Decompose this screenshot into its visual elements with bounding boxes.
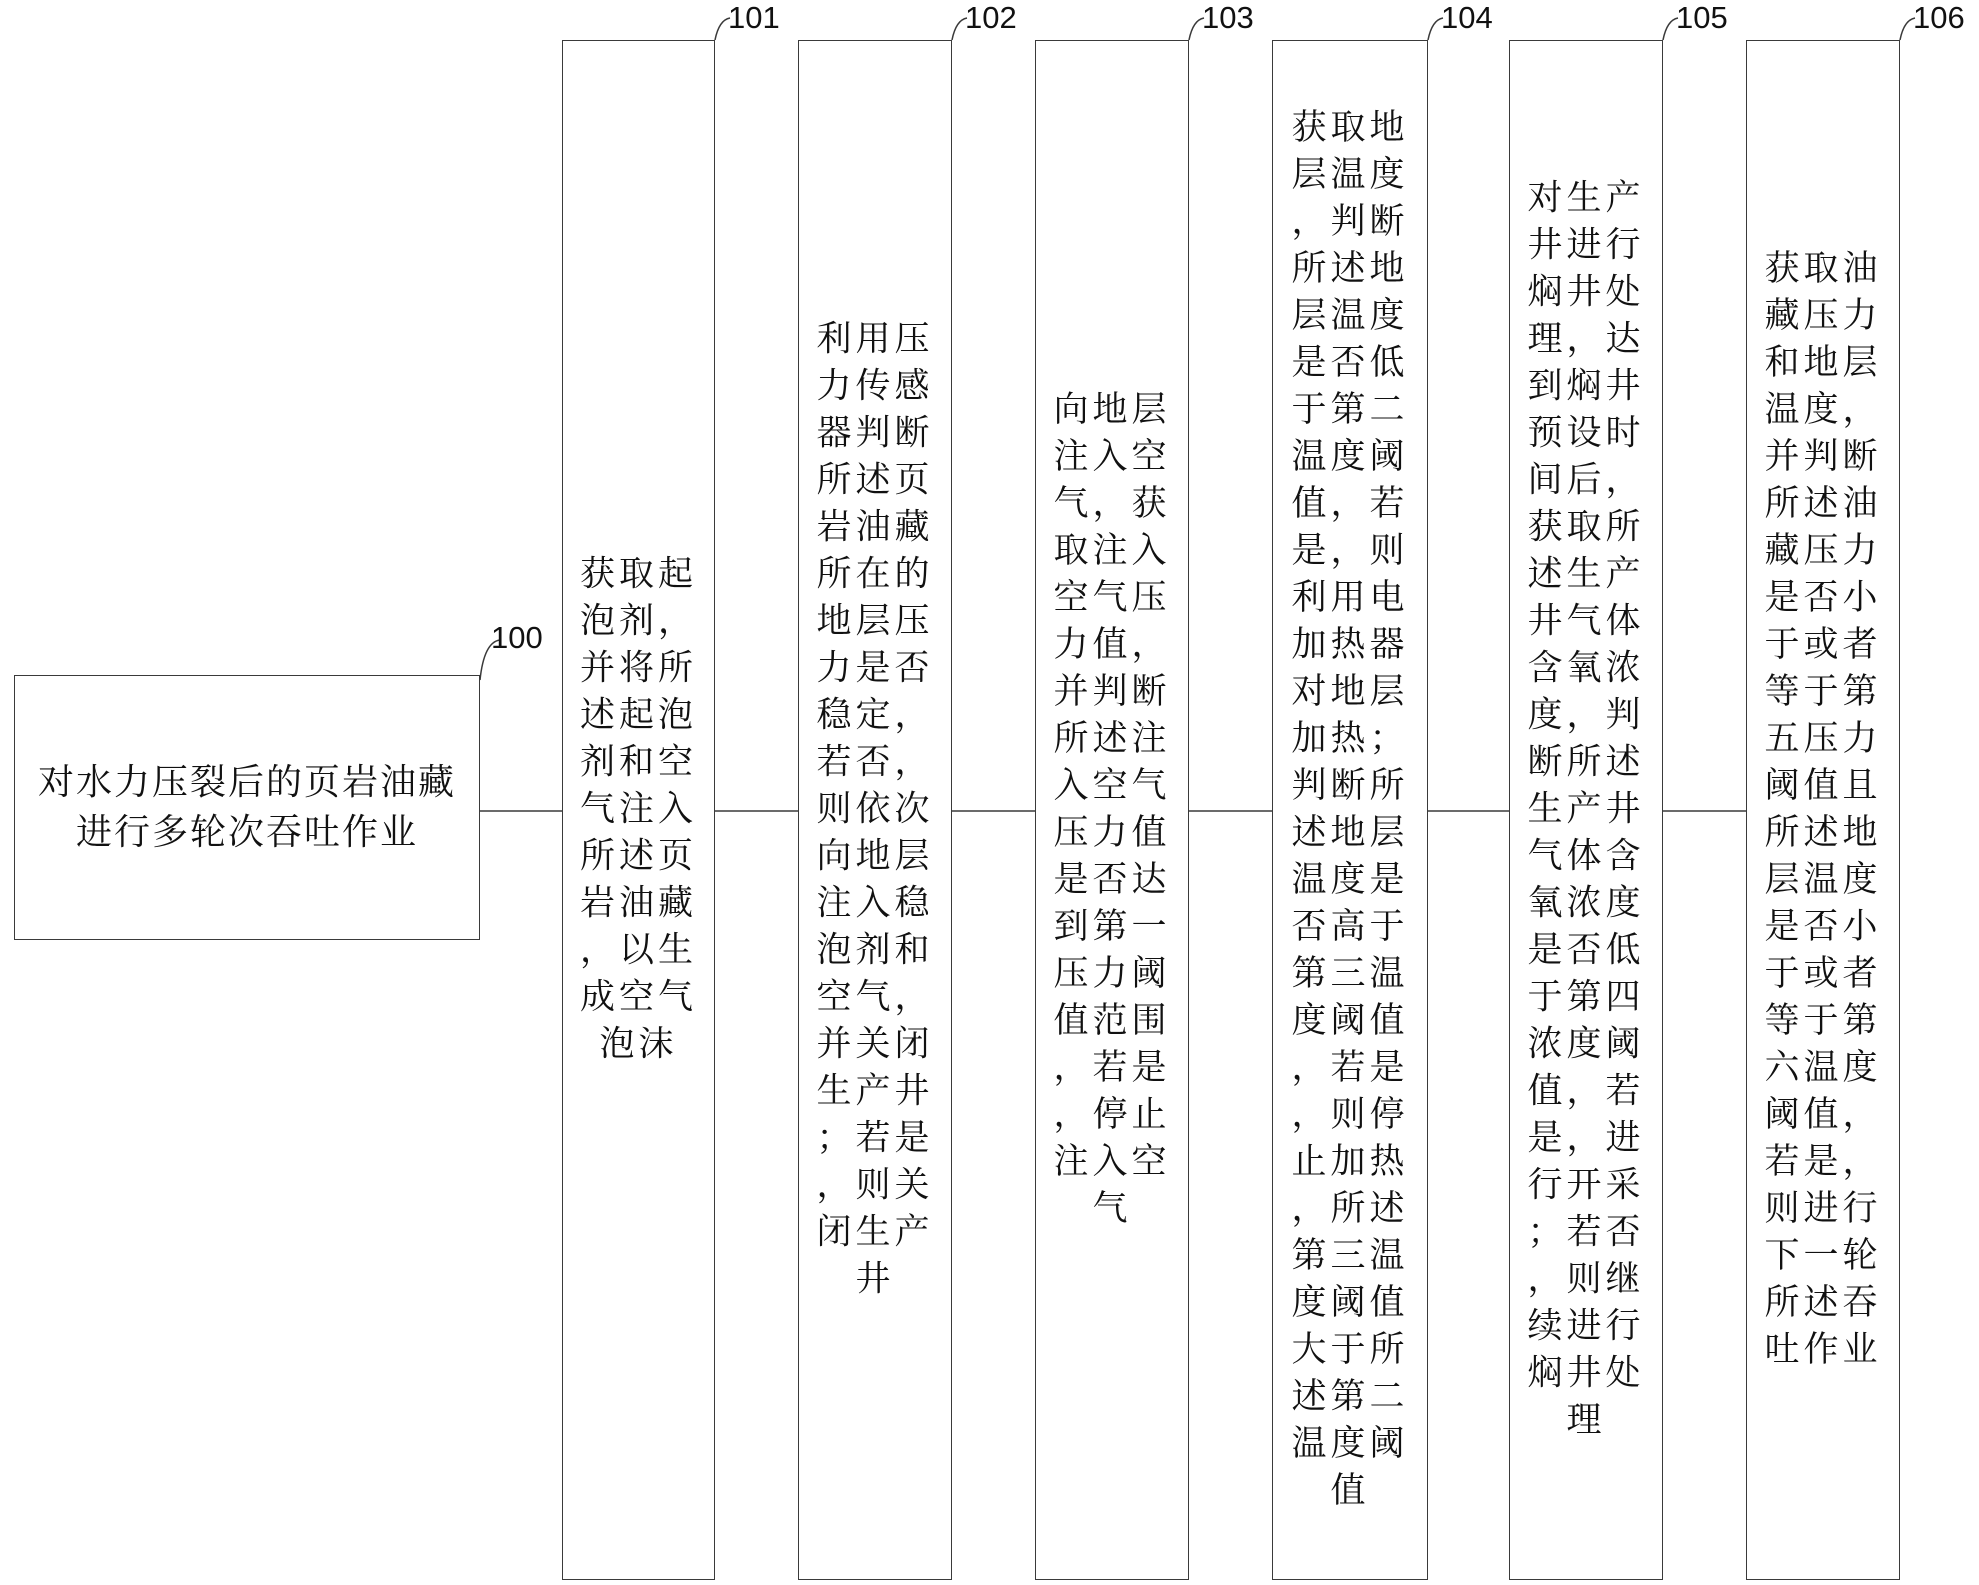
step-line: 泡剂， (579, 601, 697, 642)
step-line: 若否， (816, 742, 934, 783)
step-box-105 (1509, 40, 1663, 1580)
step-line: ，则关 (816, 1165, 934, 1206)
step-line: 于或者 (1764, 625, 1882, 665)
step-line: 注入空 (1053, 1142, 1171, 1182)
step-line: ，若是 (1291, 1048, 1409, 1088)
step-line: 所述页 (579, 836, 697, 877)
step-line: 闭生产 (816, 1212, 934, 1253)
step-text-101 (563, 552, 714, 1069)
step-line: ，若是 (1053, 1048, 1171, 1088)
step-line: 度，判 (1527, 695, 1645, 736)
step-line: 加热器 (1291, 625, 1409, 665)
step-line: ；若是 (816, 1118, 934, 1159)
step-line: 温度阈 (1291, 1424, 1409, 1464)
step-line: 泡剂和 (816, 930, 934, 971)
step-line: ，所述 (1291, 1189, 1409, 1229)
step-line: 岩油藏 (816, 507, 934, 548)
step-line: 对水力压裂后的页岩油藏 (37, 761, 456, 803)
step-line: 阈值且 (1764, 766, 1882, 806)
step-line: 所述地 (1291, 249, 1409, 289)
step-line: 所述页 (816, 460, 934, 501)
step-line: 断所述 (1527, 742, 1645, 783)
step-line: 进行多轮次吞吐作业 (75, 811, 418, 853)
step-line: ；若否 (1527, 1212, 1645, 1253)
step-line: 是否小 (1764, 578, 1882, 618)
step-line: 气 (1092, 1189, 1132, 1229)
step-line: 层温度 (1291, 296, 1409, 336)
step-line: 是否低 (1527, 930, 1645, 971)
step-line: 是否小 (1764, 907, 1882, 947)
step-line: 是否达 (1053, 860, 1171, 900)
step-box-106 (1746, 40, 1900, 1580)
step-line: 所述注 (1053, 719, 1171, 759)
step-line: 氧浓度 (1527, 883, 1645, 924)
step-line: 是，进 (1527, 1118, 1645, 1159)
step-line: 若是， (1764, 1142, 1882, 1182)
step-line: 值，若 (1291, 484, 1409, 524)
step-line: 空气， (816, 977, 934, 1018)
ref-number-106: 106 (1913, 0, 1965, 35)
step-line: 判断所 (1291, 766, 1409, 806)
step-line: ，则停 (1291, 1095, 1409, 1135)
step-line: 温度， (1764, 390, 1882, 430)
step-line: 度阈值 (1291, 1001, 1409, 1041)
step-line: 第三温 (1291, 1236, 1409, 1276)
step-line: 并将所 (579, 648, 697, 689)
ref-number-100: 100 (491, 620, 543, 655)
step-line: ，以生 (579, 930, 697, 971)
step-line: 层温度 (1764, 860, 1882, 900)
step-line: 成空气 (579, 977, 697, 1018)
step-line: 否高于 (1291, 907, 1409, 947)
step-line: 力值， (1053, 625, 1171, 665)
step-box-101 (562, 40, 715, 1580)
step-line: 于第四 (1527, 977, 1645, 1018)
step-line: 行开采 (1527, 1165, 1645, 1206)
step-line: 地层压 (816, 601, 934, 642)
step-line: 浓度阈 (1527, 1024, 1645, 1065)
step-line: 到焖井 (1527, 366, 1645, 407)
step-line: 五压力 (1764, 719, 1882, 759)
ref-number-101: 101 (728, 0, 780, 35)
step-line: 度阈值 (1291, 1283, 1409, 1323)
step-line: 气体含 (1527, 836, 1645, 877)
step-line: 所在的 (816, 554, 934, 595)
step-line: 取注入 (1053, 531, 1171, 571)
step-line: 获取地 (1291, 108, 1409, 148)
step-line: 气，获 (1053, 484, 1171, 524)
step-line: 对地层 (1291, 672, 1409, 712)
step-text-103 (1036, 387, 1188, 1233)
step-line: 力传感 (816, 366, 934, 407)
step-line: 泡沫 (599, 1024, 678, 1065)
step-line: 注入空 (1053, 437, 1171, 477)
step-line: 温度是 (1291, 860, 1409, 900)
step-line: 利用压 (816, 319, 934, 360)
step-box-104 (1272, 40, 1428, 1580)
step-line: 理 (1566, 1400, 1606, 1441)
step-line: 生产井 (816, 1071, 934, 1112)
step-line: 井 (855, 1259, 895, 1300)
step-line: 剂和空 (579, 742, 697, 783)
step-line: 所述地 (1764, 813, 1882, 853)
step-line: 力是否 (816, 648, 934, 689)
step-line: 器判断 (816, 413, 934, 454)
step-text-102 (799, 317, 951, 1304)
step-line: 加热； (1291, 719, 1409, 759)
step-line: ，停止 (1053, 1095, 1171, 1135)
step-line: 获取油 (1764, 249, 1882, 289)
step-line: 述地层 (1291, 813, 1409, 853)
step-box-100 (14, 675, 480, 940)
step-line: 含氧浓 (1527, 648, 1645, 689)
step-line: 藏压力 (1764, 296, 1882, 336)
step-line: 六温度 (1764, 1048, 1882, 1088)
step-line: 是，则 (1291, 531, 1409, 571)
step-line: 所述油 (1764, 484, 1882, 524)
ref-number-103: 103 (1202, 0, 1254, 35)
step-line: 阈值， (1764, 1095, 1882, 1135)
step-line: 温度阈 (1291, 437, 1409, 477)
step-line: 所述吞 (1764, 1283, 1882, 1323)
step-line: 并判断 (1764, 437, 1882, 477)
step-line: 止加热 (1291, 1142, 1409, 1182)
step-line: 是否低 (1291, 343, 1409, 383)
step-text-104 (1273, 105, 1427, 1515)
step-line: 述起泡 (579, 695, 697, 736)
step-line: 于第二 (1291, 390, 1409, 430)
step-line: 并判断 (1053, 672, 1171, 712)
step-line: 压力值 (1053, 813, 1171, 853)
step-line: 第三温 (1291, 954, 1409, 994)
step-line: 理，达 (1527, 319, 1645, 360)
step-line: 井气体 (1527, 601, 1645, 642)
step-text-100 (15, 758, 479, 858)
step-line: 等于第 (1764, 1001, 1882, 1041)
step-line: 压力阈 (1053, 954, 1171, 994)
step-line: 向地层 (1053, 390, 1171, 430)
ref-number-102: 102 (965, 0, 1017, 35)
step-line: 和地层 (1764, 343, 1882, 383)
step-line: 间后， (1527, 460, 1645, 501)
step-line: 续进行 (1527, 1306, 1645, 1347)
step-line: 井进行 (1527, 225, 1645, 266)
step-line: 焖井处 (1527, 272, 1645, 313)
step-line: 值范围 (1053, 1001, 1171, 1041)
step-line: 向地层 (816, 836, 934, 877)
step-line: 则进行 (1764, 1189, 1882, 1229)
step-text-106 (1747, 246, 1899, 1374)
step-line: 入空气 (1053, 766, 1171, 806)
step-line: ，则继 (1527, 1259, 1645, 1300)
step-text-105 (1510, 176, 1662, 1445)
step-line: ，判断 (1291, 202, 1409, 242)
step-line: 大于所 (1291, 1330, 1409, 1370)
step-line: 焖井处 (1527, 1353, 1645, 1394)
step-line: 述第二 (1291, 1377, 1409, 1417)
step-line: 值 (1330, 1471, 1370, 1511)
step-line: 下一轮 (1764, 1236, 1882, 1276)
step-line: 获取所 (1527, 507, 1645, 548)
step-line: 稳定， (816, 695, 934, 736)
step-line: 预设时 (1527, 413, 1645, 454)
step-box-103 (1035, 40, 1189, 1580)
step-line: 空气压 (1053, 578, 1171, 618)
step-line: 岩油藏 (579, 883, 697, 924)
step-line: 生产井 (1527, 789, 1645, 830)
step-line: 到第一 (1053, 907, 1171, 947)
step-line: 层温度 (1291, 155, 1409, 195)
step-line: 气注入 (579, 789, 697, 830)
step-line: 利用电 (1291, 578, 1409, 618)
step-line: 藏压力 (1764, 531, 1882, 571)
step-line: 注入稳 (816, 883, 934, 924)
step-line: 对生产 (1527, 178, 1645, 219)
step-line: 于或者 (1764, 954, 1882, 994)
step-line: 吐作业 (1764, 1330, 1882, 1370)
step-line: 值，若 (1527, 1071, 1645, 1112)
step-line: 并关闭 (816, 1024, 934, 1065)
step-line: 获取起 (579, 554, 697, 595)
ref-number-105: 105 (1676, 0, 1728, 35)
step-line: 则依次 (816, 789, 934, 830)
ref-number-104: 104 (1441, 0, 1493, 35)
step-line: 述生产 (1527, 554, 1645, 595)
step-line: 等于第 (1764, 672, 1882, 712)
step-box-102 (798, 40, 952, 1580)
